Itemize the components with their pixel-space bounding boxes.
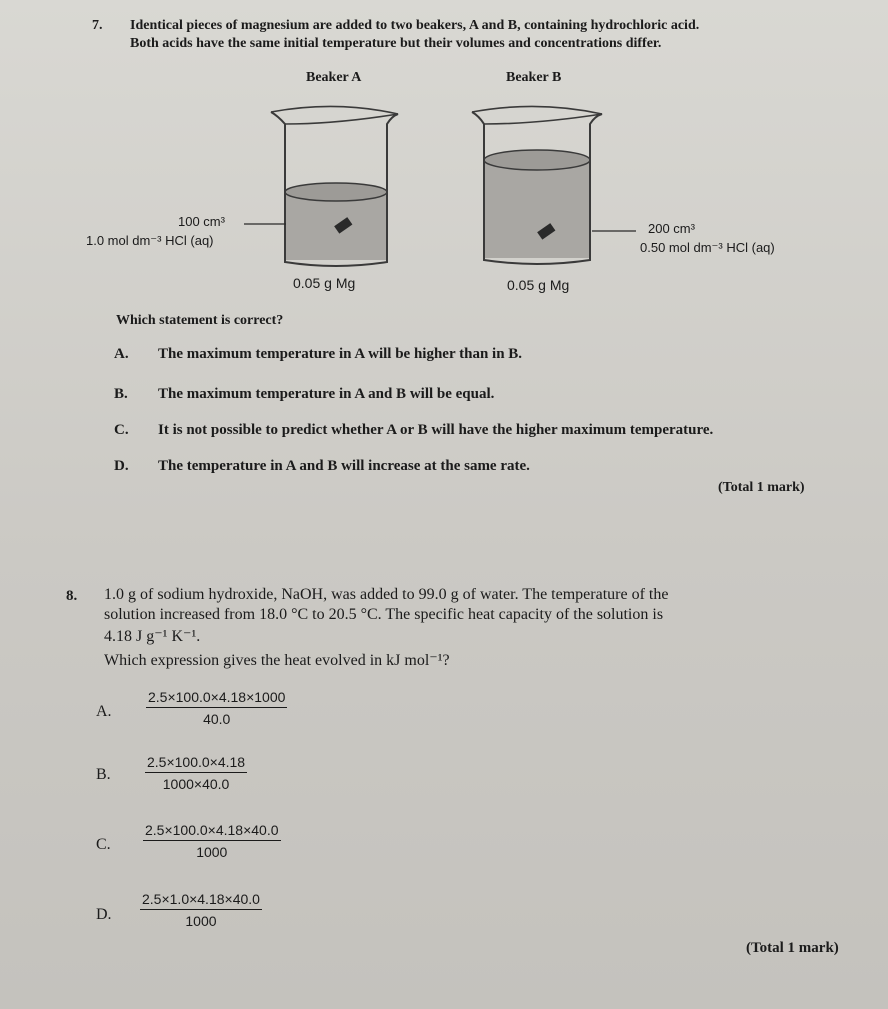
q8-option-a-denominator: 40.0 [203, 711, 231, 727]
q8-line4: Which expression gives the heat evolved in kJ mol⁻¹? [104, 652, 450, 669]
q7-option-d-text: The temperature in A and B will increase at the same rate. [158, 458, 530, 474]
beaker-a-concentration: 1.0 mol dm⁻³ HCl (aq) [86, 233, 214, 248]
q8-total-mark: (Total 1 mark) [746, 940, 839, 956]
q8-option-b-letter: B. [96, 766, 111, 783]
q8-option-b-numerator: 2.5×100.0×4.18 [145, 754, 247, 773]
q7-option-d-letter: D. [114, 458, 129, 474]
q8-option-a-letter: A. [96, 703, 112, 720]
q7-option-b-letter: B. [114, 386, 128, 402]
q8-line3: 4.18 J g⁻¹ K⁻¹. [104, 628, 201, 645]
q8-option-d-numerator: 2.5×1.0×4.18×40.0 [140, 891, 262, 910]
q7-option-c-text: It is not possible to predict whether A or B will have the higher maximum temperature. [158, 422, 714, 438]
q8-option-c-letter: C. [96, 836, 111, 853]
beaker-a-volume: 100 cm³ [178, 214, 225, 229]
q7-stem-line2: Both acids have the same initial temperature but their volumes and concentrations differ. [130, 36, 662, 51]
q8-number: 8. [66, 588, 78, 604]
q7-option-a-text: The maximum temperature in A will be higher than in B. [158, 346, 523, 362]
q7-option-c-letter: C. [114, 422, 129, 438]
q8-line1: 1.0 g of sodium hydroxide, NaOH, was added to 99.0 g of water. The temperature of the [104, 586, 669, 603]
q8-option-d-fraction [140, 891, 262, 929]
q8-option-c-denominator: 1000 [196, 844, 228, 860]
beaker-a-drawing [271, 106, 398, 266]
q7-number: 7. [92, 18, 103, 33]
q7-question: Which statement is correct? [116, 313, 284, 328]
q8-option-a-fraction [146, 689, 287, 727]
beaker-b-mg: 0.05 g Mg [507, 277, 570, 293]
beaker-b-volume: 200 cm³ [648, 221, 695, 236]
q8-option-b-fraction [145, 754, 247, 792]
q7-stem-line1: Identical pieces of magnesium are added to two beakers, A and B, containing hydrochloric acid. [130, 18, 700, 33]
q8-option-b-denominator: 1000×40.0 [162, 776, 230, 792]
q7-option-b-text: The maximum temperature in A and B will be equal. [158, 386, 495, 402]
beaker-b-concentration: 0.50 mol dm⁻³ HCl (aq) [640, 240, 775, 255]
q8-option-d-denominator: 1000 [185, 913, 217, 929]
q7-total-mark: (Total 1 mark) [718, 480, 805, 495]
q7-option-a-letter: A. [114, 346, 129, 362]
q8-option-d-letter: D. [96, 906, 112, 923]
beaker-b-drawing [472, 106, 602, 264]
q8-option-c-fraction [143, 822, 281, 860]
beaker-a-mg: 0.05 g Mg [293, 275, 356, 291]
q8-option-c-numerator: 2.5×100.0×4.18×40.0 [143, 822, 281, 841]
beaker-a-title: Beaker A [306, 70, 362, 85]
q8-line2: solution increased from 18.0 °C to 20.5 °C. The specific heat capacity of the solution is [104, 606, 664, 623]
q8-option-a-numerator: 2.5×100.0×4.18×1000 [146, 689, 287, 708]
beaker-b-title: Beaker B [506, 70, 562, 85]
